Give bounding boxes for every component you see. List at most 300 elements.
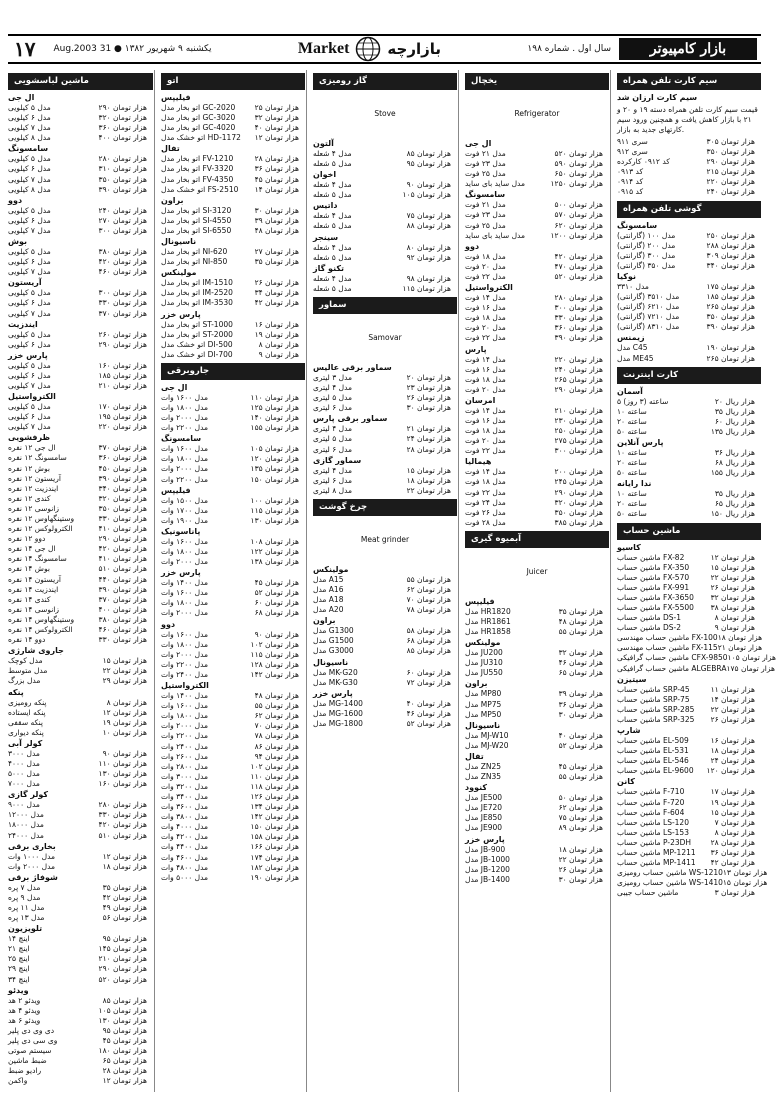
price-row <box>465 426 609 436</box>
brand-label: کانن <box>617 777 635 787</box>
item-price: ۱۲ هزار تومان <box>254 133 299 143</box>
price-row <box>465 762 609 772</box>
item-price: ۱۴۵ هزار تومان <box>98 944 147 954</box>
item-price: ۱۴۲ هزار تومان <box>250 669 299 679</box>
item-price: ۲۱۰ هزار تومان <box>98 380 147 390</box>
item-price: ۳۴۰ هزار تومان <box>98 483 147 493</box>
item-price: ۱۵۵ هزار ریال <box>710 468 755 478</box>
price-row <box>313 434 457 444</box>
item-name: ال جی ۱۲ نفره <box>8 443 56 453</box>
item-price: ۷۲ هزار تومان <box>406 677 451 687</box>
price-row <box>617 593 761 603</box>
item-price: ۲۱ هزار تومان <box>406 424 451 434</box>
price-row <box>465 772 609 782</box>
item-price: ۳۲ هزار تومان <box>254 113 299 123</box>
item-price: ۱۰۵ هزار تومان <box>250 444 299 454</box>
item-price: ۲۶۵ هزار تومان <box>554 374 603 384</box>
item-name: سامسونگ ۱۲ نفره <box>8 453 67 463</box>
item-name: مدل ۶ کیلویی <box>8 298 51 308</box>
price-row <box>8 934 153 944</box>
item-name: ماشین حساب DS-1 <box>617 613 682 623</box>
price-row <box>8 769 153 779</box>
price-row <box>161 226 305 236</box>
item-name: مدل ۴ لیتری <box>313 465 353 475</box>
column-2 <box>465 70 609 1092</box>
item-price: ۲۶ هزار تومان <box>710 582 755 592</box>
item-price: ۱۹۰ هزار تومان <box>250 872 299 882</box>
item-price: ۴۶۰ هزار تومان <box>98 625 147 635</box>
item-price: ۹۵ هزار تومان <box>102 1025 147 1035</box>
price-row <box>465 875 609 885</box>
item-name: مدل ۴۴۰۰ وات <box>161 842 209 852</box>
price-row <box>8 175 153 185</box>
item-price: ۳۵۰ هزار تومان <box>98 503 147 513</box>
price-row <box>161 701 305 711</box>
item-price: ۱۰۰ هزار تومان <box>250 495 299 505</box>
column-4 <box>161 70 305 1092</box>
price-row <box>465 355 609 365</box>
item-name: اتو بخار مدل SI-4550 <box>161 215 232 225</box>
price-row <box>465 333 609 343</box>
brand-label: تلویزیون <box>8 924 43 934</box>
item-name: مدل ۲۸۰۰ وات <box>161 761 209 771</box>
brand-label: سماور برقی پارس <box>313 414 388 424</box>
item-price: ۹ هزار تومان <box>714 623 755 633</box>
item-name: زانوسی ۱۲ نفره <box>8 503 59 513</box>
item-name: مدل ۱۸۰۰ وات <box>161 547 209 556</box>
publication-logo: بازار کامپیوتر <box>619 38 757 60</box>
price-row <box>161 123 305 133</box>
item-price: ۳ هزار تومان <box>714 888 755 898</box>
price-row <box>8 944 153 954</box>
item-price: ۳۳۰ هزار تومان <box>98 298 147 308</box>
item-name: مدل ۱۶ فوت <box>465 415 506 425</box>
price-row <box>8 257 153 267</box>
item-price: ۱۵ هزار تومان <box>406 465 451 475</box>
item-name: مدل ۸ لیتری <box>313 485 353 495</box>
item-name: مدل JB-1000 <box>465 854 510 864</box>
price-row <box>8 1006 153 1016</box>
price-row <box>465 498 609 508</box>
price-row <box>161 863 305 873</box>
item-name: مدل ۵ شعله <box>313 283 352 293</box>
price-row <box>8 656 153 666</box>
item-price: ۳۷۰ هزار تومان <box>98 594 147 604</box>
item-price: ۳۰۰ هزار تومان <box>554 303 603 313</box>
item-price: ۲۹۰ هزار تومان <box>98 339 147 349</box>
item-name: مدل ۲۲۰۰ وات <box>161 659 209 669</box>
price-row <box>617 147 761 157</box>
item-price: ۸۵ هزار تومان <box>406 149 451 158</box>
item-price: ۲۶ هزار تومان <box>254 278 299 288</box>
price-row <box>313 466 457 476</box>
price-row <box>8 759 153 769</box>
item-name: مدل ۲۵ فوت <box>465 220 506 230</box>
item-price: ۱۲۶ هزار تومان <box>250 791 299 801</box>
item-price: ۸۵ هزار تومان <box>406 646 451 656</box>
item-price: ۶۵ هزار ریال <box>714 499 755 509</box>
item-name: ماشین حساب MP-1211 <box>617 847 696 857</box>
item-name: مدل A20 <box>313 605 344 615</box>
item-name: مدل JB-900 <box>465 844 506 854</box>
item-name: رادیو ضبط <box>8 1066 42 1076</box>
price-row <box>161 403 305 413</box>
column-1 <box>617 70 776 1092</box>
item-price: ۱۵۰ هزار ریال <box>710 509 755 519</box>
item-price: ۱۵ هزار تومان <box>102 656 147 666</box>
item-price: ۳۲۰ هزار تومان <box>98 493 147 503</box>
item-price: ۹۸ هزار تومان <box>406 273 451 283</box>
item-name: ۵۰ ساعته <box>617 426 647 436</box>
item-name: مدل ۹ پره <box>8 892 41 902</box>
item-name: مدل JU200 <box>465 648 503 658</box>
item-price: ۱۳۰ هزار تومان <box>98 1015 147 1025</box>
item-price: ۲۹۰ هزار تومان <box>554 487 603 497</box>
price-row <box>161 608 305 618</box>
price-row <box>161 154 305 164</box>
item-name: ۱۰ ساعته <box>617 489 647 499</box>
item-price: ۲۹۰ هزار تومان <box>554 384 603 394</box>
item-name: ماشین حساب LS-153 <box>617 827 689 837</box>
price-row <box>313 486 457 496</box>
item-name: مدل ۷ پره <box>8 882 41 892</box>
item-name: مدل ۸ کیلویی <box>8 184 51 194</box>
item-price: ۳۵۰ هزار تومان <box>98 174 147 184</box>
item-name: مدل ۲۲۰۰ وات <box>161 474 209 484</box>
price-row <box>8 718 153 728</box>
item-name: مدل ۱۴۰۰ وات <box>161 691 209 701</box>
brand-label: بخاری برقی <box>8 841 56 851</box>
price-row <box>465 385 609 395</box>
price-row <box>8 996 153 1006</box>
item-name: ۳۴ اینچ <box>8 974 30 984</box>
item-name: مدل ۱۸ فوت <box>465 374 506 384</box>
item-name: مدل متوسط <box>8 666 48 676</box>
price-row <box>617 858 761 868</box>
brand-label: الکترواستیل <box>161 681 209 691</box>
item-price: ۲۸ هزار تومان <box>406 444 451 454</box>
price-row <box>617 187 761 197</box>
price-row <box>161 772 305 782</box>
price-row <box>465 313 609 323</box>
section-header: گاز رومیزی <box>313 73 457 90</box>
item-name: مدل ۲۳ فوت <box>465 210 506 220</box>
price-row <box>465 710 609 720</box>
item-name: مدل ۳۲۰۰ وات <box>161 781 209 791</box>
brand-label: پارس خزر <box>161 568 201 578</box>
price-row <box>8 443 153 453</box>
price-row <box>8 340 153 350</box>
item-name: ماشین حساب مهندسی FX-100 <box>617 633 718 643</box>
item-name: مدل JE500 <box>465 793 503 803</box>
item-name: بوش ۱۴ نفره <box>8 564 50 574</box>
item-name: مدل ۱۶۰۰ وات <box>161 629 209 639</box>
item-price: ۱۸۵ هزار تومان <box>706 292 755 302</box>
item-name: مدل MG-1400 <box>313 698 363 708</box>
item-price: ۷۰ هزار تومان <box>254 721 299 731</box>
price-row <box>161 547 305 557</box>
item-price: ۴۸ هزار تومان <box>254 225 299 235</box>
price-row <box>8 595 153 605</box>
item-price: ۶۵ هزار تومان <box>102 1056 147 1066</box>
section-header: آبمیوه گیری <box>465 531 609 548</box>
item-price: ۱۳۰ هزار تومان <box>98 769 147 779</box>
item-name: مدل ۲۰ فوت <box>465 436 506 446</box>
price-row <box>8 635 153 645</box>
item-price: ۳۲۰ هزار تومان <box>554 497 603 507</box>
item-price: ۲۷۵ هزار تومان <box>554 436 603 446</box>
item-name: مدل ۷ کیلویی <box>8 267 51 277</box>
price-row <box>617 663 775 674</box>
item-name: مدل ۴ لیتری <box>313 383 353 393</box>
price-row <box>465 865 609 875</box>
brand-label: ناسیونال <box>313 657 349 667</box>
item-price: ۲۲۰ هزار تومان <box>706 177 755 187</box>
price-row <box>8 544 153 554</box>
price-row <box>8 402 153 412</box>
price-row <box>161 822 305 832</box>
brand-label: سینجر <box>313 232 339 242</box>
item-price: ۱۸۰ هزار تومان <box>98 1046 147 1056</box>
brand-label: سیتیزن <box>617 674 647 684</box>
item-name: مدل ۲۰ فوت <box>465 323 506 333</box>
item-price: ۵۵ هزار تومان <box>558 772 603 782</box>
item-price: ۲۱۵ هزار تومان <box>706 167 755 177</box>
item-price: ۱۸ هزار تومان <box>102 861 147 871</box>
item-name: مدل JE850 <box>465 813 503 823</box>
price-row <box>8 288 153 298</box>
item-name: کد ۰۹۱۲ کارکرده <box>617 157 670 167</box>
price-row <box>617 653 776 663</box>
item-price: ۳۹۰ هزار تومان <box>98 584 147 594</box>
price-row <box>8 484 153 494</box>
price-row <box>161 278 305 288</box>
price-row <box>617 685 761 695</box>
item-name: مدل JB-1200 <box>465 864 510 874</box>
price-row <box>161 588 305 598</box>
brand-label: فیلیپس <box>161 93 191 102</box>
item-price: ۳۰ هزار تومان <box>558 709 603 719</box>
section-header: یخچال <box>465 73 609 90</box>
price-row <box>617 458 761 468</box>
item-name: پنکه سقفی <box>8 717 44 727</box>
brand-label: پارس <box>465 344 487 354</box>
item-price: ۲۲ هزار تومان <box>710 704 755 714</box>
price-row <box>617 643 761 653</box>
price-row <box>161 731 305 741</box>
item-name: ماشین حساب FX-5500 <box>617 603 694 612</box>
price-row <box>8 185 153 195</box>
price-row <box>161 320 305 330</box>
item-price: ۱۰ هزار تومان <box>102 727 147 737</box>
item-name: وستینگهاوس ۱۲ نفره <box>8 514 75 523</box>
price-row <box>617 468 761 478</box>
price-row <box>617 417 761 427</box>
item-name: اتو بخار مدل IM-1510 <box>161 278 233 288</box>
item-price: ۳۹۰ هزار تومان <box>554 333 603 343</box>
item-name: مدل ۱۸ فوت <box>465 251 506 261</box>
price-row <box>8 605 153 615</box>
item-name: ایندزیت ۱۴ نفره <box>8 584 59 594</box>
brand-label: سماور گازی <box>313 455 362 465</box>
item-price: ۵۸ هزار تومان <box>406 626 451 636</box>
price-row <box>617 343 761 353</box>
section-title-latin: Market <box>297 40 350 57</box>
price-row <box>617 715 761 725</box>
item-price: ۲۳ هزار تومان <box>406 383 451 393</box>
item-name: دوو ۱۲ نفره <box>8 534 46 544</box>
item-price: ۱۲۸ هزار تومان <box>250 659 299 669</box>
item-price: ۱۱۸ هزار تومان <box>250 781 299 791</box>
item-name: مدل ۲۲۰۰ وات <box>161 423 209 433</box>
item-price: ۶۵ هزار تومان <box>558 668 603 678</box>
item-price: ۹۵ هزار تومان <box>102 934 147 944</box>
brand-label: براون <box>465 679 488 689</box>
item-price: ۵۲۰ هزار تومان <box>554 149 603 158</box>
item-name: کندی ۱۴ نفره <box>8 594 51 604</box>
price-row <box>617 798 761 808</box>
brand-label: هیمالیا <box>465 457 492 467</box>
item-name: مدل ۴ شعله <box>313 211 352 221</box>
item-price: ۱۲۰ هزار تومان <box>250 454 299 464</box>
price-row <box>8 975 153 985</box>
price-row <box>161 257 305 267</box>
item-name: مدل ۵ شعله <box>313 190 352 200</box>
item-name: مدل MJ-W10 <box>465 730 509 740</box>
item-name: ماشین حساب SRP-75 <box>617 694 690 704</box>
item-price: ۶۲ هزار تومان <box>254 711 299 721</box>
price-row <box>465 700 609 710</box>
price-row <box>617 241 761 251</box>
item-name: ماشین حساب MP-1411 <box>617 858 696 868</box>
item-price: ۷۰ هزار تومان <box>406 595 451 605</box>
price-row <box>617 623 761 633</box>
item-name: مدل ۱۸۰۰ وات <box>161 639 209 649</box>
price-row <box>8 504 153 514</box>
item-price: ۴۰ هزار تومان <box>406 698 451 708</box>
item-name: مدل ۵۰۰۰ وات <box>161 872 209 882</box>
brand-label: براون <box>161 195 184 205</box>
item-price: ۱۶۶ هزار تومان <box>250 842 299 852</box>
brand-label: مولینکس <box>313 564 349 574</box>
item-name: مدل ۶ لیتری <box>313 403 353 413</box>
item-price: ۸ هزار تومان <box>714 613 755 623</box>
item-name: مدل ۲۰۰۰ وات <box>161 464 209 474</box>
item-name: دی وی دی پلیر <box>8 1025 55 1035</box>
item-price: ۳۴۰ هزار تومان <box>706 260 755 270</box>
item-price: ۲۲ هزار تومان <box>102 666 147 676</box>
item-price: ۲۹۰ هزار تومان <box>98 534 147 544</box>
item-name: مدل ۴۰۰۰ <box>8 758 40 768</box>
item-price: ۱۶۰ هزار تومان <box>98 360 147 370</box>
brand-label: ال جی <box>8 93 35 102</box>
item-name: مدل ۳۶۰۰ وات <box>161 802 209 812</box>
item-price: ۱۰۲ هزار تومان <box>250 761 299 771</box>
price-row <box>465 607 609 617</box>
price-row <box>8 954 153 964</box>
price-row <box>313 626 457 636</box>
item-name: ماشین حساب FX-350 <box>617 562 690 572</box>
price-row <box>8 298 153 308</box>
item-name: دوو ۱۴ نفره <box>8 635 46 645</box>
price-row <box>313 393 457 403</box>
price-row <box>8 309 153 319</box>
item-name: پنکه رومیزی <box>8 697 47 707</box>
item-name: مدل MG-1600 <box>313 708 363 718</box>
price-row <box>465 627 609 637</box>
price-row <box>8 1056 153 1066</box>
item-name: مدل ۲۴۰۰۰ <box>8 830 44 840</box>
item-name: مدل ۴۶۰۰ وات <box>161 852 209 862</box>
item-price: ۱۱۵ هزار تومان <box>250 505 299 515</box>
price-row <box>161 496 305 506</box>
price-row <box>161 340 305 350</box>
price-row <box>313 284 457 294</box>
globe-icon <box>355 36 381 62</box>
item-name: مدل ۲۰۰۰ وات <box>161 413 209 423</box>
item-price: ۱۱ هزار تومان <box>710 684 755 694</box>
item-name: مدل ۲۴۰۰ وات <box>161 669 209 679</box>
item-price: ۵۲ هزار تومان <box>558 740 603 750</box>
item-price: ۵۷۰ هزار تومان <box>554 210 603 220</box>
brand-label: سامسونگ <box>8 144 49 154</box>
price-row <box>465 803 609 813</box>
item-name: سامسونگ ۱۴ نفره <box>8 554 67 564</box>
item-price: ۳۶ هزار تومان <box>558 699 603 709</box>
price-row <box>313 636 457 646</box>
item-name: کد ۰۹۱۵ <box>617 187 644 197</box>
price-row <box>161 537 305 547</box>
section-header: سیم کارت تلفن همراه <box>617 73 761 90</box>
item-price: ۶۲ هزار تومان <box>558 803 603 813</box>
item-name: مدل ۵۰۰۰ <box>8 769 40 779</box>
item-price: ۲۰۰ هزار تومان <box>554 467 603 477</box>
price-row <box>161 133 305 143</box>
price-row <box>8 1066 153 1076</box>
price-row <box>313 243 457 253</box>
item-price: ۴۰۰ هزار تومان <box>98 604 147 614</box>
item-name: مدل ۱۸۰۰ وات <box>161 454 209 464</box>
price-row <box>617 808 761 818</box>
price-row <box>465 648 609 658</box>
item-price: ۴۲ هزار تومان <box>102 892 147 902</box>
column-5 <box>8 70 153 1092</box>
brand-label: پنکه <box>8 687 24 697</box>
item-price: ۹۴ هزار تومان <box>254 751 299 761</box>
item-name: مدل ۶ لیتری <box>313 444 353 454</box>
item-price: ۱۱۰ هزار تومان <box>98 758 147 768</box>
item-price: ۳۳۰ هزار تومان <box>98 635 147 645</box>
item-price: ۴۲ هزار تومان <box>254 298 299 308</box>
item-name: مدل ۶ کیلویی <box>8 215 51 225</box>
price-row <box>617 427 761 437</box>
price-row <box>8 575 153 585</box>
price-row <box>313 719 457 729</box>
item-name: ماشین حساب EL-9600 <box>617 766 694 776</box>
item-price: ۳۳۰ هزار تومان <box>98 810 147 820</box>
item-name: ماشین حساب رومیزی WS-1210 <box>617 868 723 878</box>
item-name: مدل JB-1400 <box>465 874 510 884</box>
item-price: ۱۴۲ هزار تومان <box>250 812 299 822</box>
item-price: ۴۵ هزار تومان <box>254 174 299 184</box>
price-row <box>617 282 761 292</box>
item-name: اتو بخار مدل ST-1000 <box>161 319 233 329</box>
item-name: مدل ZN25 <box>465 761 502 771</box>
item-price: ۳۹۰ هزار تومان <box>98 473 147 483</box>
item-price: ۳۹ هزار تومان <box>254 215 299 225</box>
price-row <box>617 157 761 167</box>
item-price: ۶۰ هزار تومان <box>254 598 299 608</box>
